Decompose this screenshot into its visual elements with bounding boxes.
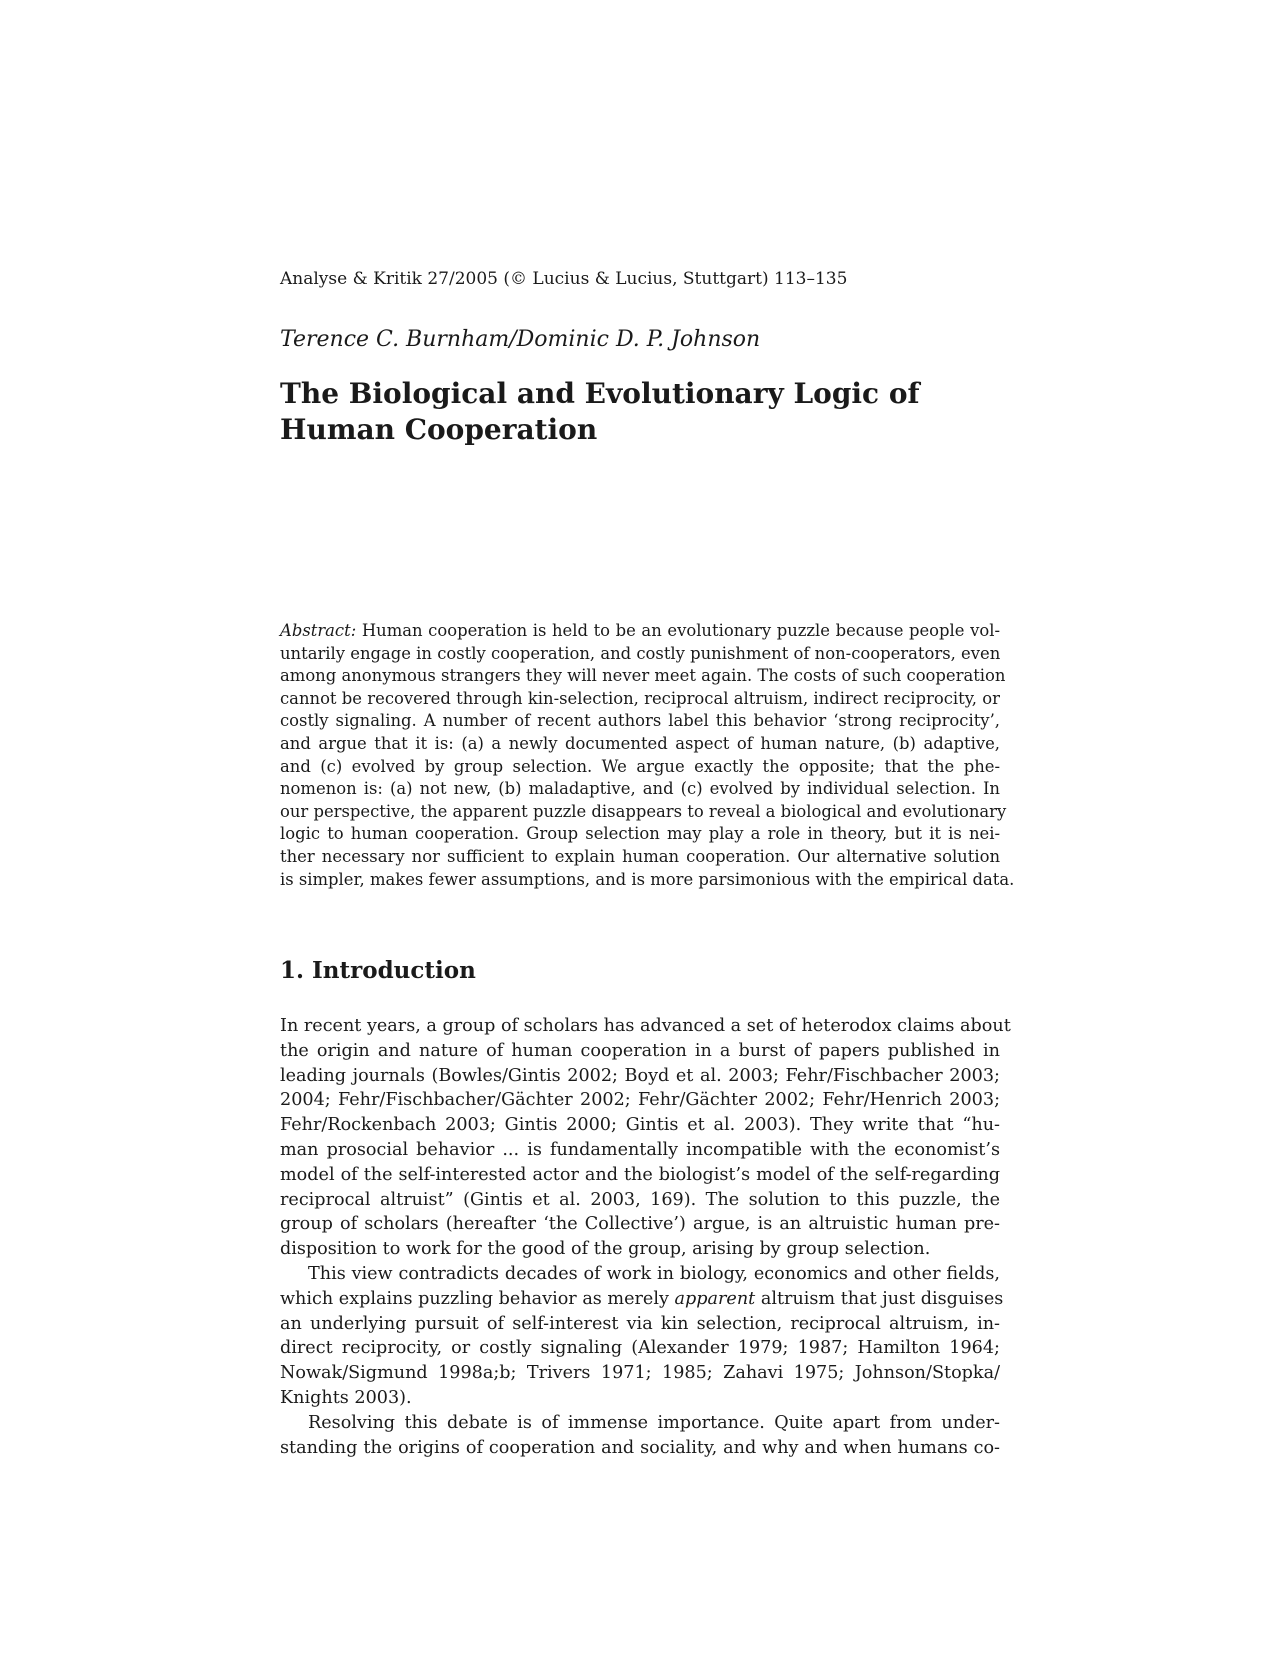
article-authors: Terence C. Burnham/Dominic D. P. Johnson <box>280 327 761 352</box>
abstract-label: Abstract: <box>280 621 357 640</box>
text-line: standing the origins of cooperation and sociality, and why and when humans co- <box>280 1437 1000 1458</box>
text-line: This view contradicts decades of work in biology, economics and other fields, <box>308 1263 1000 1284</box>
section-heading-introduction: 1. Introduction <box>280 957 476 984</box>
abstract-line: among anonymous strangers they will never meet again. The costs of such cooperation <box>280 666 1006 686</box>
abstract-line: and argue that it is: (a) a newly documented aspect of human nature, (b) adaptive, <box>280 733 1000 753</box>
text-line: leading journals (Bowles/Gintis 2002; Boyd et al. 2003; Fehr/Fischbacher 2003; <box>280 1065 1000 1086</box>
journal-citation: Analyse & Kritik 27/2005 (© Lucius & Lucius, Stuttgart) 113–135 <box>280 269 848 289</box>
abstract-line: ther necessary nor sufficient to explain human cooperation. Our alternative solution <box>280 846 1000 866</box>
abstract-text: Human cooperation is held to be an evolutionary puzzle because people vol- <box>361 621 1000 640</box>
abstract-line: nomenon is: (a) not new, (b) maladaptive, and (c) evolved by individual selection. In <box>280 779 1000 799</box>
title-line: The Biological and Evolutionary Logic of <box>280 377 920 410</box>
abstract-line: untarily engage in costly cooperation, and costly punishment of non-cooperators, even <box>280 643 1001 663</box>
text-line: disposition to work for the good of the group, arising by group selection. <box>280 1239 931 1260</box>
text-line: 2004; Fehr/Fischbacher/Gächter 2002; Fehr/Gächter 2002; Fehr/Henrich 2003; <box>280 1090 1000 1111</box>
abstract-line: costly signaling. A number of recent authors label this behavior ‘strong reciprocity’, <box>280 711 1000 731</box>
abstract-line: our perspective, the apparent puzzle disappears to reveal a biological and evolutionary <box>280 801 1007 821</box>
text-line: Nowak/Sigmund 1998a;b; Trivers 1971; 1985; Zahavi 1975; Johnson/Stopka/ <box>280 1363 1000 1384</box>
abstract-line: logic to human cooperation. Group selection may play a role in theory, but it is nei- <box>280 824 1000 844</box>
text-line: man prosocial behavior ... is fundamentally incompatible with the economist’s <box>280 1139 1000 1160</box>
text-line: Resolving this debate is of immense importance. Quite apart from under- <box>308 1412 1000 1433</box>
text-line: In recent years, a group of scholars has advanced a set of heterodox claims about <box>280 1016 1011 1036</box>
text-span: altruism that just disguises <box>755 1288 1004 1309</box>
abstract-line: and (c) evolved by group selection. We argue exactly the opposite; that the phe- <box>280 756 1000 776</box>
body-text <box>280 1014 1011 1460</box>
text-line: reciprocal altruist” (Gintis et al. 2003, 169). The solution to this puzzle, the <box>280 1189 1000 1210</box>
text-line: model of the self-interested actor and the biologist’s model of the self-regarding <box>280 1164 1000 1185</box>
abstract <box>280 620 1015 891</box>
text-span: which explains puzzling behavior as merely <box>280 1288 675 1309</box>
text-line: Fehr/Rockenbach 2003; Gintis 2000; Gintis et al. 2003). They write that “hu- <box>280 1115 1000 1136</box>
abstract-line: is simpler, makes fewer assumptions, and is more parsimonious with the empirical data. <box>280 869 1015 889</box>
text-line: Knights 2003). <box>280 1387 412 1408</box>
article-title <box>280 376 980 448</box>
text-line: the origin and nature of human cooperation in a burst of papers published in <box>280 1040 1000 1061</box>
paragraph-2 <box>280 1262 1004 1411</box>
text-line: an underlying pursuit of self-interest via kin selection, reciprocal altruism, in- <box>280 1313 1000 1334</box>
text-line <box>280 1287 1004 1312</box>
emphasis-apparent: apparent <box>674 1288 756 1309</box>
paragraph-3 <box>280 1411 1000 1461</box>
abstract-line <box>280 620 1000 643</box>
paragraph-1 <box>280 1014 1011 1262</box>
abstract-line: cannot be recovered through kin-selection, reciprocal altruism, indirect reciprocity, or <box>280 688 1000 708</box>
text-line: group of scholars (hereafter ‘the Collective’) argue, is an altruistic human pre- <box>280 1214 1000 1235</box>
text-line: direct reciprocity, or costly signaling (Alexander 1979; 1987; Hamilton 1964; <box>280 1338 1000 1359</box>
title-line: Human Cooperation <box>280 413 598 446</box>
